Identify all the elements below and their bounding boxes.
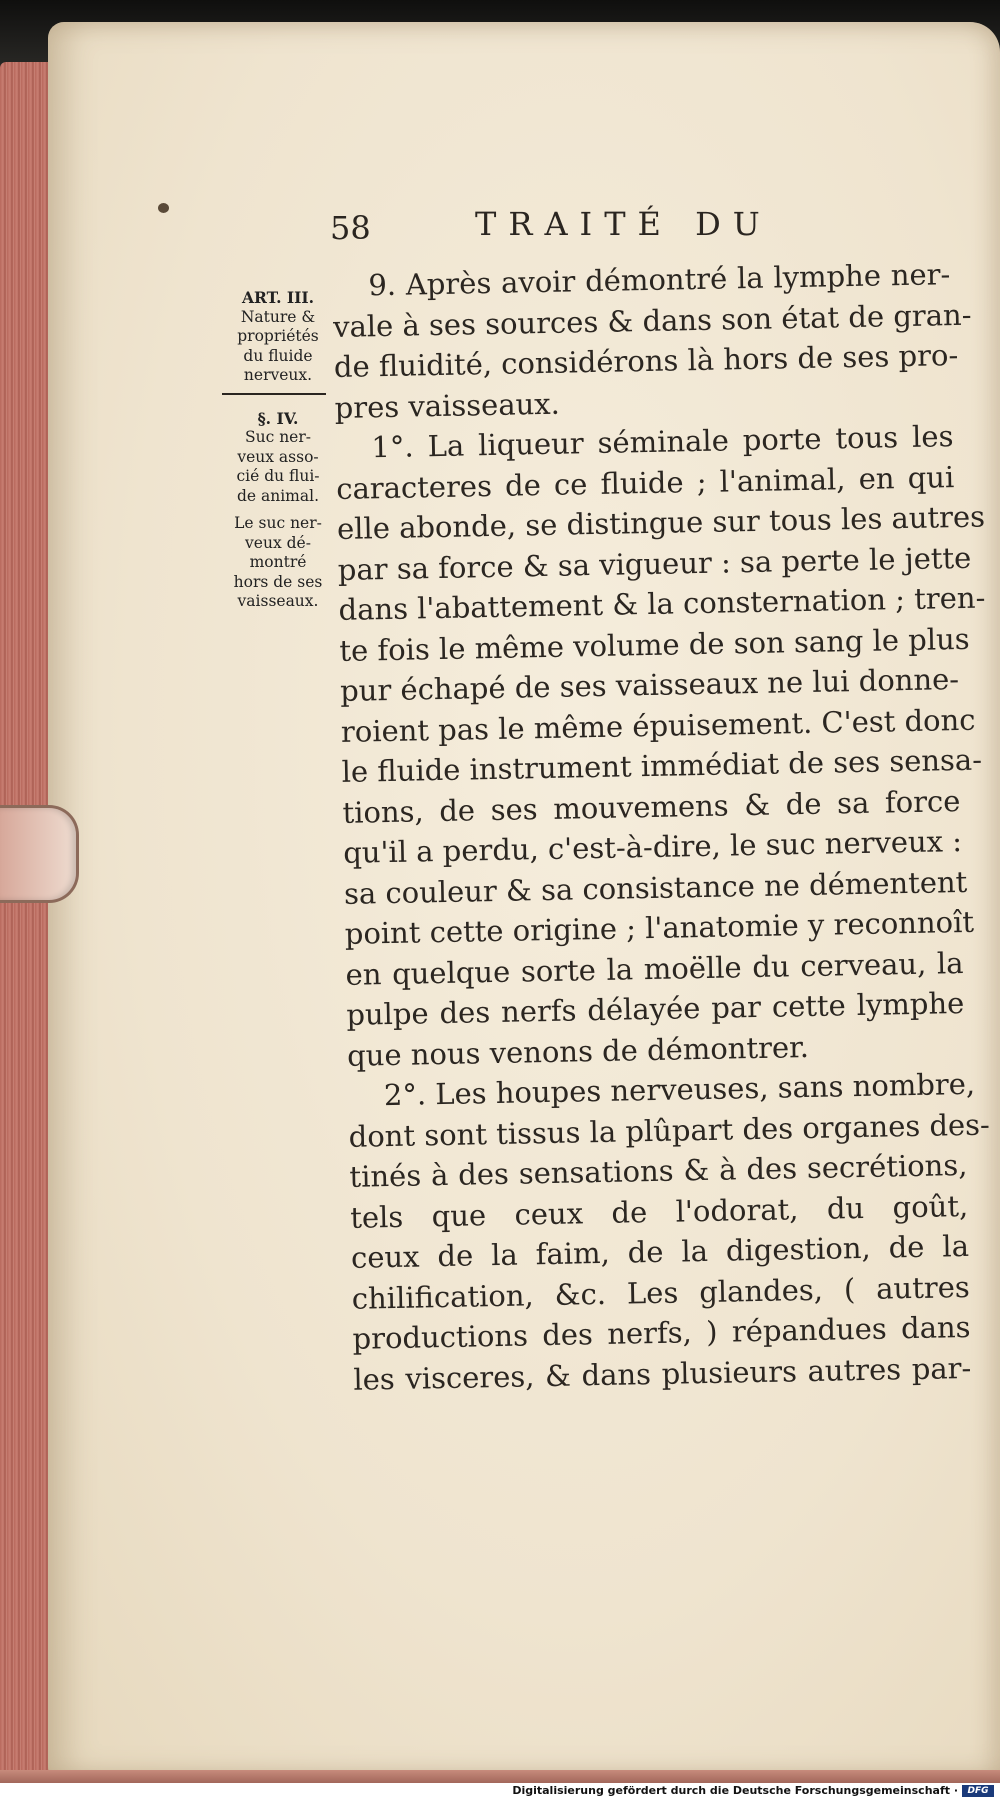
text-line: que nous venons de démontrer. [346,1029,810,1073]
text-line: ceux de la faim, de la digestion, de la [350,1228,970,1275]
running-title: TRAITÉ DU [475,205,772,243]
margin-note-line: Le suc ner- [234,514,322,532]
dfg-logo: DFG [962,1785,994,1797]
text-line: caracteres de ce fluide ; l'animal, en qui [335,459,955,506]
margin-note-article [222,288,334,386]
margin-divider [222,393,326,395]
margin-note-line: cié du flui- [236,467,320,485]
text-line: en quelque sorte la moëlle du cerveau, la [345,945,964,992]
text-line: vale à ses sources & dans son état de gran- [332,297,972,344]
margin-note-line: montré [249,553,307,571]
margin-note-line: nerveux. [243,366,313,384]
text-line: qu'il a perdu, c'est-à-dire, le suc nerveux : [342,824,963,870]
margin-note-demonstration [222,514,334,612]
text-line: les visceres, & dans plusieurs autres par- [353,1350,972,1397]
digitization-credit: Digitalisierung gefördert durch die Deutsche Forschungsgemeinschaft · [512,1784,958,1797]
text-line: productions des nerfs, ) répandues dans [352,1309,971,1356]
paper-stain [158,203,169,213]
text-line: dans l'abattement & la consternation ; tren- [338,580,986,627]
margin-note-line: §. IV. [257,408,299,428]
text-line: chilification, &c. Les glandes, ( autres [351,1269,971,1316]
text-line: pulpe des nerfs délayée par cette lymphe [346,986,965,1032]
text-line: roient pas le même épuisement. C'est donc [340,702,976,749]
margin-note-line: ART. III. [241,288,315,307]
margin-note-line: du fluide [243,346,313,365]
text-line: sa couleur & sa consistance ne démentent [343,864,968,911]
book-clasp [0,805,79,903]
margin-notes [222,288,334,612]
text-line: dont sont tissus la plûpart des organes des- [348,1107,991,1154]
margin-note-line: veux dé- [245,533,311,552]
body-text [332,254,991,1400]
margin-note-line: Nature & [240,307,316,326]
margin-note-line: propriétés [237,327,319,345]
text-line: tions, de ses mouvemens & de sa force [342,783,961,830]
margin-note-line: veux asso- [237,447,319,466]
margin-spacer [222,506,334,514]
book-bottom-edge [0,1770,1000,1784]
margin-note-line: de animal. [236,486,320,505]
page-number: 58 [330,209,371,247]
text-line: par sa force & sa vigueur : sa perte le jette [337,540,972,587]
margin-note-section [222,409,334,507]
margin-note-line: Suc ner- [244,428,311,446]
text-line: tinés à des sensations & à des secrétions, [349,1147,968,1194]
text-line: pres vaisseaux. [334,386,561,425]
text-line: 2°. Les houpes nerveuses, sans nombre, [383,1066,976,1113]
text-line: tels que ceux de l'odorat, du goût, [349,1188,969,1235]
text-line: te fois le même volume de son sang le plus [339,621,970,668]
text-line: de fluidité, considérons là hors de ses pro- [333,337,959,384]
text-line: elle abonde, se distingue sur tous les autres [336,499,986,546]
text-line: pur échapé de ses vaisseaux ne lui donne- [339,662,960,708]
margin-note-line: hors de ses [233,572,323,591]
text-line: point cette origine ; l'anatomie y reconnoît [344,904,975,951]
text-line: 1°. La liqueur séminale porte tous les [371,419,954,465]
margin-note-line: vaisseaux. [237,592,319,610]
text-line: 9. Après avoir démontré la lymphe ner- [368,257,951,303]
text-line: le fluide instrument immédiat de ses sensa- [341,742,983,789]
